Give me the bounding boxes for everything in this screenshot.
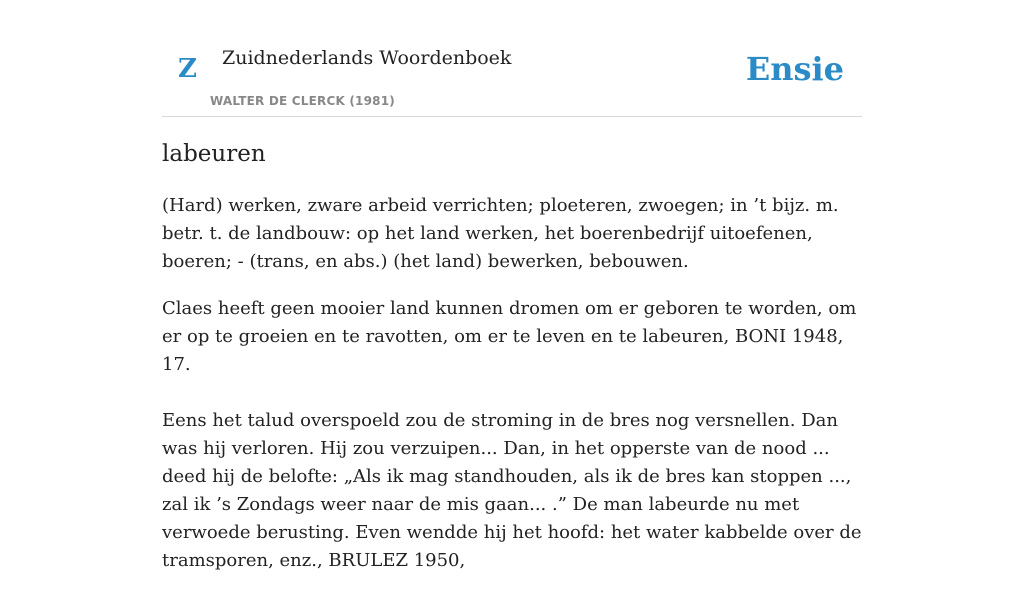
example-paragraph: Eens het talud overspoeld zou de stroming in de bres nog versnellen. Dan was hij verloren. Hij zou verzuipen... Dan, in het opperste van de nood ... deed hij de belofte: „Als ik mag standhouden, als ik de bres kan stoppen ..., zal ik ’s Zondags weer naar de mis gaan... .” De man labeurde nu met verwoede berusting. Even wendde hij het hoofd: het water kabbelde over de tramsporen, enz., BRULEZ 1950, (162, 410, 862, 571)
dictionary-letter-icon[interactable]: Z (178, 54, 197, 84)
dictionary-author: WALTER DE CLERCK (1981) (210, 94, 395, 108)
ensie-logo-link[interactable]: Ensie (745, 50, 844, 88)
dictionary-title-link[interactable]: Zuidnederlands Woordenboek (222, 47, 512, 69)
dictionary-header (162, 0, 862, 117)
example-paragraph: Claes heeft geen mooier land kunnen dromen om er geboren te worden, om er op te groeien en te ravotten, om er te leven en te labeuren, BONI 1948, 17. (162, 298, 857, 375)
entry-content (162, 192, 862, 594)
entry-page (162, 0, 862, 571)
entry-title: labeuren (162, 141, 266, 167)
definition-paragraph: (Hard) werken, zware arbeid verrichten; ploeteren, zwoegen; in ’t bijz. m. betr. t. de landbouw: op het land werken, het boerenbedrijf uitoefenen, boeren; - (trans, en abs.) (het land) bewerken, bebouwen. (162, 195, 839, 272)
